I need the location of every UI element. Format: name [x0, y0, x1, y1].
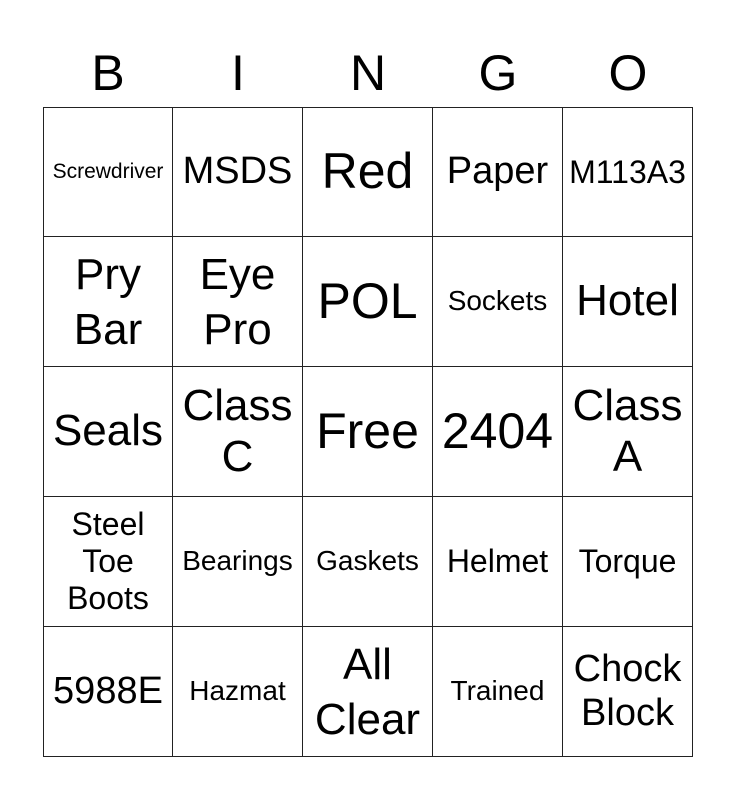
- bingo-cell-r4c5[interactable]: Torque: [563, 497, 693, 627]
- bingo-cell-r1c2[interactable]: MSDS: [173, 107, 303, 237]
- bingo-board: [43, 107, 693, 757]
- bingo-cell-r1c4[interactable]: Paper: [433, 107, 563, 237]
- bingo-cell-r5c3[interactable]: All Clear: [303, 627, 433, 757]
- bingo-cell-r1c5[interactable]: M113A3: [563, 107, 693, 237]
- bingo-cell-r5c1[interactable]: 5988E: [43, 627, 173, 757]
- bingo-cell-r3c4[interactable]: 2404: [433, 367, 563, 497]
- bingo-cell-r5c4[interactable]: Trained: [433, 627, 563, 757]
- bingo-cell-r3c3[interactable]: Free: [303, 367, 433, 497]
- bingo-header: [43, 38, 693, 108]
- bingo-cell-r4c3[interactable]: Gaskets: [303, 497, 433, 627]
- bingo-cell-r2c2[interactable]: Eye Pro: [173, 237, 303, 367]
- bingo-cell-r2c5[interactable]: Hotel: [563, 237, 693, 367]
- bingo-cell-r1c1[interactable]: Screwdriver: [43, 107, 173, 237]
- bingo-cell-r4c1[interactable]: Steel Toe Boots: [43, 497, 173, 627]
- bingo-cell-r4c4[interactable]: Helmet: [433, 497, 563, 627]
- header-letter-o: O: [608, 45, 648, 101]
- bingo-cell-r5c2[interactable]: Hazmat: [173, 627, 303, 757]
- bingo-cell-r3c2[interactable]: Class C: [173, 367, 303, 497]
- bingo-cell-r3c1[interactable]: Seals: [43, 367, 173, 497]
- bingo-cell-r5c5[interactable]: Chock Block: [563, 627, 693, 757]
- header-letter-b: B: [91, 45, 125, 101]
- bingo-cell-r2c3[interactable]: POL: [303, 237, 433, 367]
- header-letter-i: I: [231, 45, 245, 101]
- bingo-cell-r2c1[interactable]: Pry Bar: [43, 237, 173, 367]
- bingo-cell-r4c2[interactable]: Bearings: [173, 497, 303, 627]
- bingo-cell-r1c3[interactable]: Red: [303, 107, 433, 237]
- header-letter-g: G: [478, 45, 518, 101]
- header-letter-n: N: [349, 45, 387, 101]
- bingo-cell-r3c5[interactable]: Class A: [563, 367, 693, 497]
- bingo-cell-r2c4[interactable]: Sockets: [433, 237, 563, 367]
